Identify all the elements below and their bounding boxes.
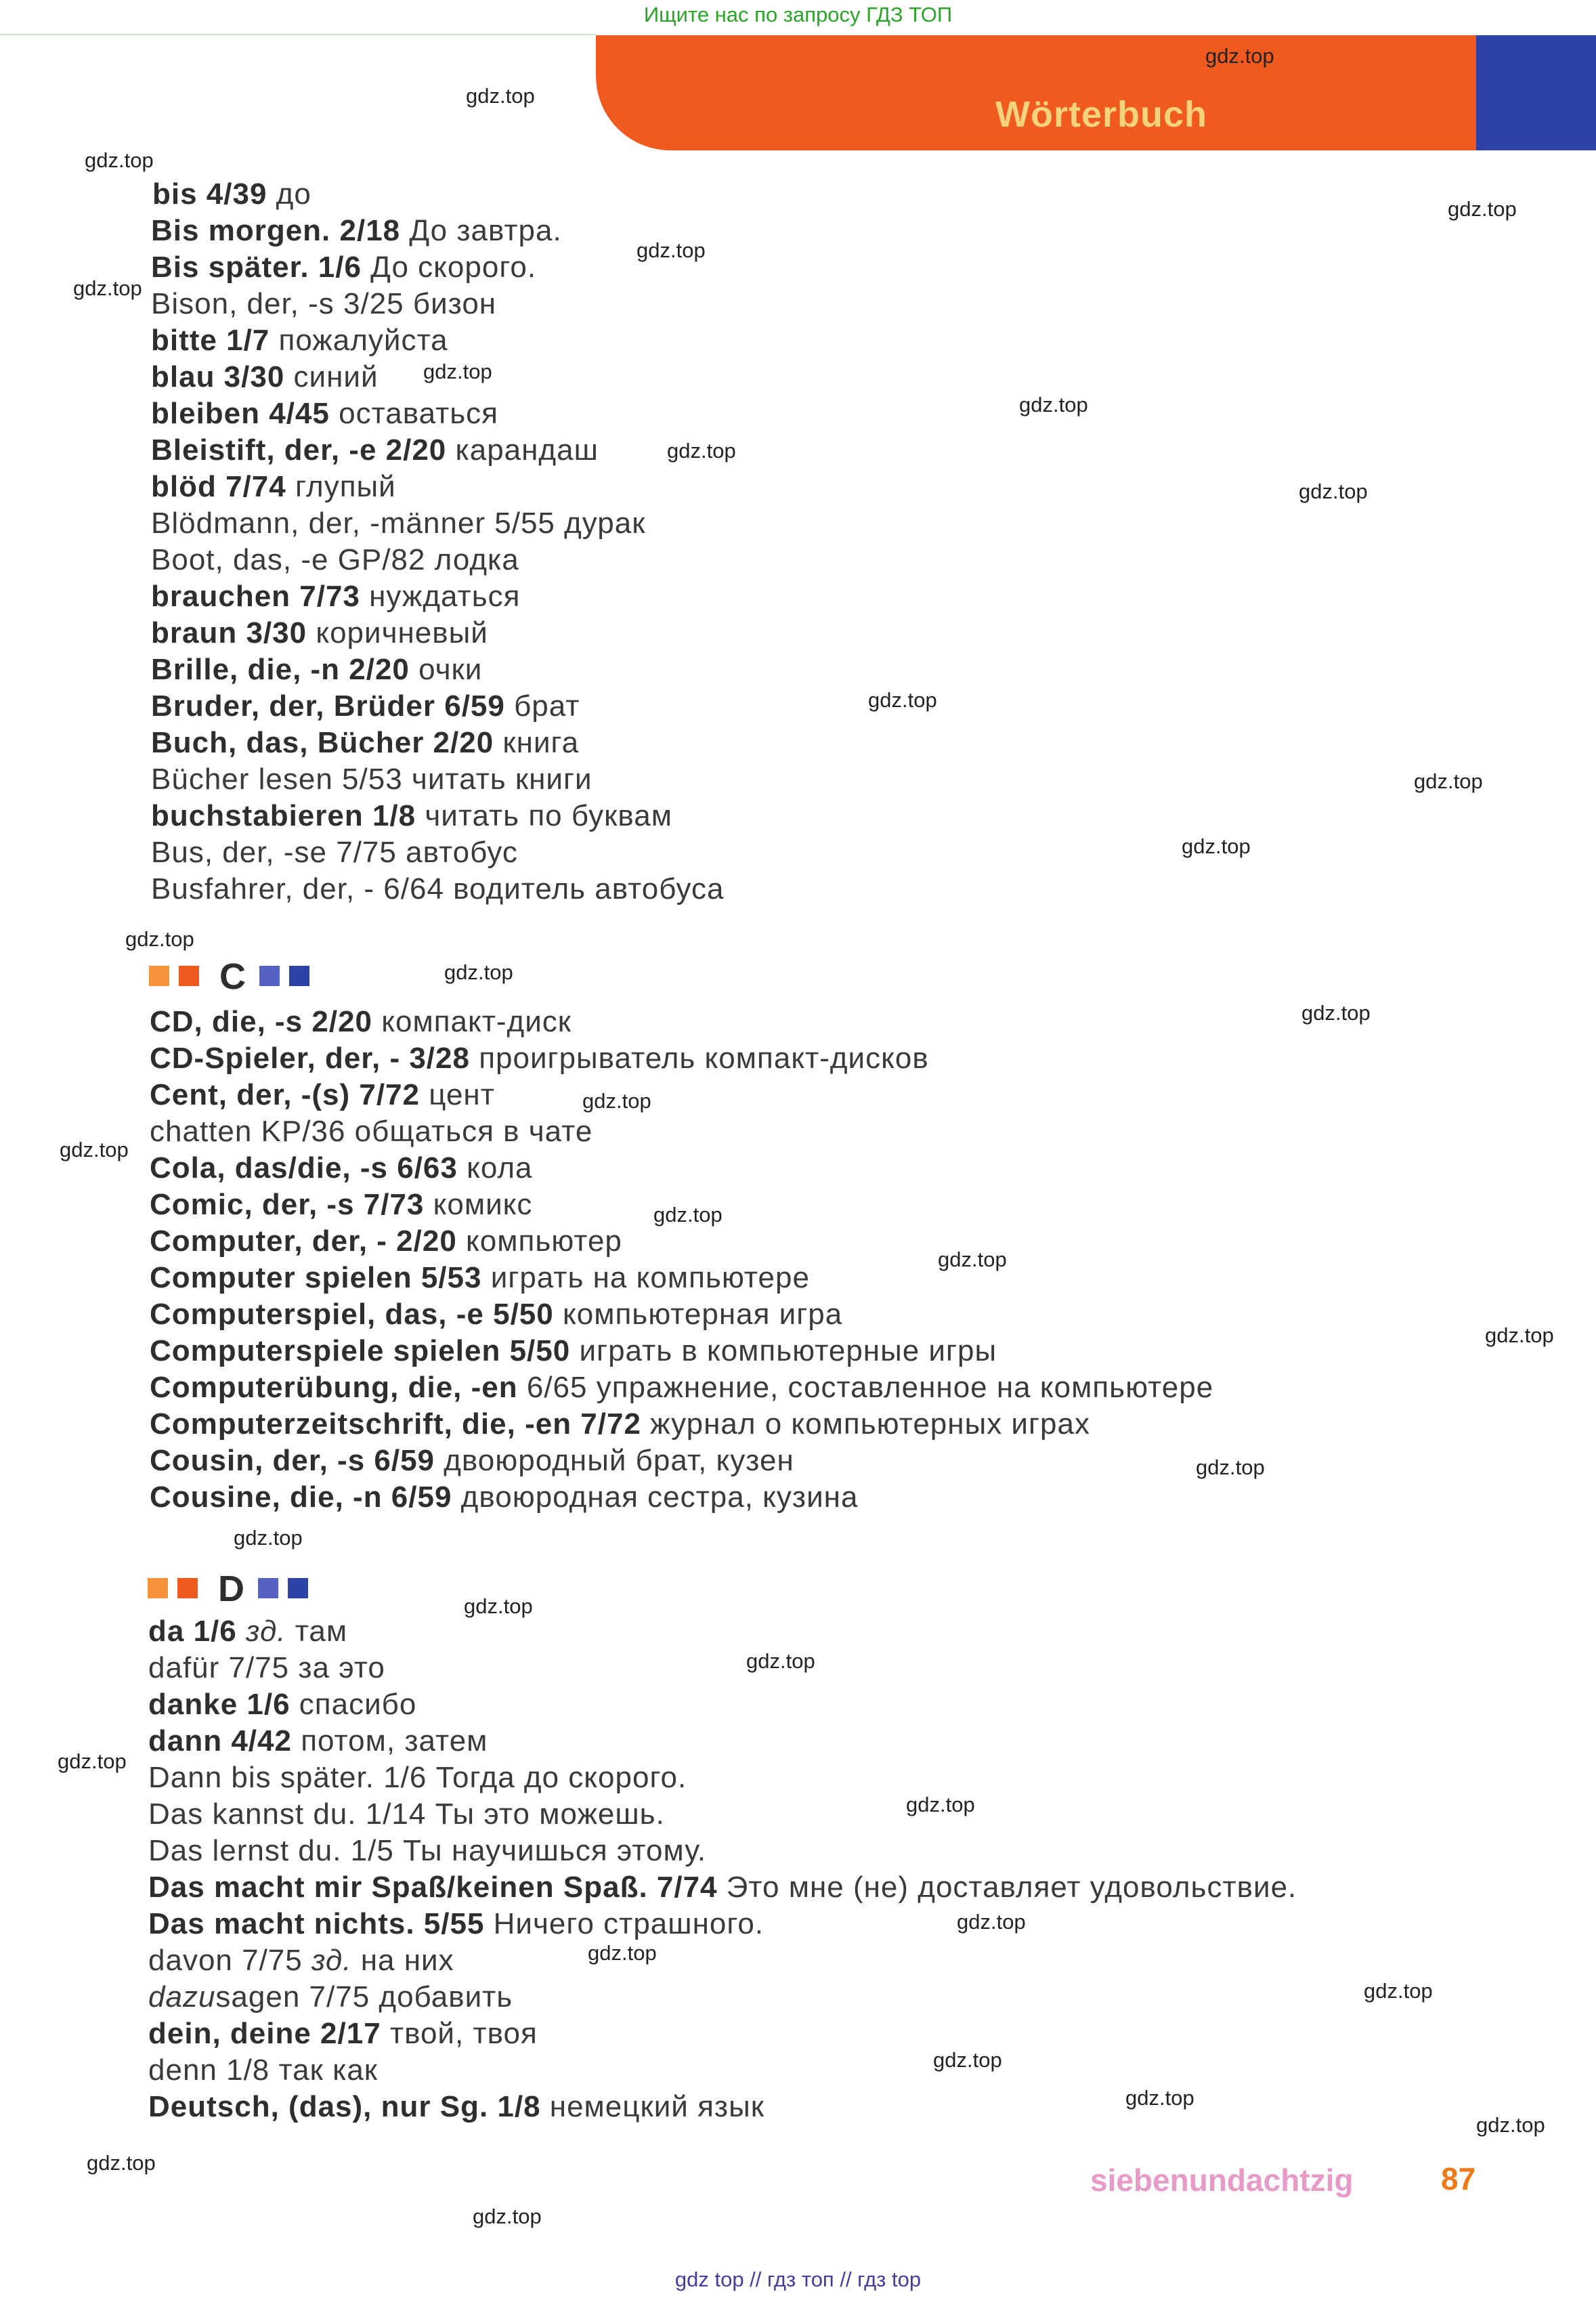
translation: цент [420, 1078, 495, 1111]
translation: книга [494, 726, 580, 759]
dictionary-entry [151, 469, 396, 505]
translation: брат [504, 689, 580, 723]
watermark: gdz.top [1448, 197, 1517, 221]
blue-square-icon [259, 966, 280, 986]
watermark: gdz.top [234, 1526, 303, 1550]
headword: Cousin, der, -s 6/59 [150, 1444, 435, 1477]
translation: sagen 7/75 добавить [215, 1980, 513, 2014]
blue-square-icon [288, 1578, 308, 1598]
translation: Dann bis später. 1/6 Тогда до скорого. [148, 1761, 687, 1794]
dictionary-entry [150, 1296, 842, 1333]
dictionary-entry [151, 652, 482, 688]
watermark: gdz.top [938, 1248, 1007, 1271]
translation: Boot, das, -e GP/82 лодка [151, 543, 519, 576]
translation: комикс [424, 1188, 533, 1221]
watermark: gdz.top [1205, 44, 1274, 68]
translation: dafür 7/75 за это [148, 1651, 385, 1684]
translation: кола [457, 1151, 533, 1185]
page-number-word: siebenundachtzig [1090, 2163, 1354, 2198]
headword: blau 3/30 [151, 360, 285, 393]
dictionary-entry [150, 1077, 495, 1113]
dictionary-entry [148, 1979, 513, 2016]
translation: davon 7/75 [148, 1944, 311, 1977]
headword: Das macht mir Spaß/keinen Spaß. 7/74 [148, 1871, 718, 1904]
translation: Bison, der, -s 3/25 бизон [151, 287, 497, 320]
dictionary-entry [152, 176, 311, 213]
headword: Computerzeitschrift, die, -en 7/72 [150, 1407, 641, 1441]
headword: buchstabieren 1/8 [151, 799, 416, 832]
watermark: gdz.top [423, 360, 492, 383]
dictionary-entry [148, 1906, 764, 1942]
section-letter: D [218, 1569, 244, 1609]
headword: Computerübung, die, -en [150, 1371, 518, 1404]
dictionary-entry [150, 1113, 592, 1150]
dictionary-entry [150, 1004, 571, 1040]
translation: твой, твоя [381, 2017, 538, 2050]
dictionary-entry [150, 1333, 997, 1369]
watermark: gdz.top [58, 1749, 127, 1773]
dictionary-entry [148, 1613, 347, 1650]
translation: проигрыватель компакт-дисков [469, 1042, 929, 1075]
translation: Blödmann, der, -männer 5/55 дурак [151, 507, 646, 540]
translation: Это мне (не) доставляет удовольствие. [717, 1871, 1297, 1904]
dictionary-entry [150, 1369, 1213, 1406]
translation: карандаш [446, 433, 599, 467]
blue-square-icon [258, 1578, 278, 1598]
watermark: gdz.top [868, 688, 937, 712]
watermark: gdz.top [1299, 480, 1368, 503]
watermark: gdz.top [444, 960, 513, 984]
dictionary-entry [148, 1723, 488, 1760]
translation: двоюродный брат, кузен [435, 1444, 794, 1477]
translation: До скорого. [361, 251, 537, 284]
headword: bleiben 4/45 [151, 397, 330, 430]
dictionary-entry [151, 505, 646, 542]
bottom-links[interactable]: gdz top // гдз топ // гдз top [674, 2267, 922, 2291]
watermark: gdz.top [667, 439, 736, 463]
dictionary-entry [150, 1260, 810, 1296]
italic-note: зд. [245, 1615, 286, 1648]
translation: компакт-диск [372, 1005, 572, 1038]
italic-note: dazu [148, 1980, 216, 2014]
translation: спасибо [290, 1688, 417, 1721]
headword: Computerspiel, das, -e 5/50 [150, 1298, 554, 1331]
dictionary-entry [150, 1040, 929, 1077]
dictionary-entry [148, 1686, 416, 1723]
translation: Bus, der, -se 7/75 автобус [151, 836, 518, 869]
dictionary-entry [151, 761, 592, 798]
dictionary-entry [151, 359, 379, 396]
headword: Cola, das/die, -s 6/63 [150, 1151, 458, 1185]
section-letter: C [219, 956, 246, 997]
dictionary-entry [148, 1760, 687, 1796]
translation: там [286, 1615, 348, 1648]
watermark: gdz.top [1196, 1455, 1265, 1479]
dictionary-entry [148, 2016, 538, 2052]
watermark: gdz.top [73, 276, 142, 300]
translation: немецкий язык [540, 2090, 764, 2123]
headword: Deutsch, (das), nur Sg. 1/8 [148, 2090, 541, 2123]
watermark: gdz.top [466, 84, 535, 108]
watermark: gdz.top [85, 148, 154, 172]
dictionary-entry [151, 249, 536, 286]
orange-square-icon [148, 1578, 168, 1598]
headword: bitte 1/7 [151, 324, 270, 357]
watermark: gdz.top [637, 238, 706, 262]
watermark: gdz.top [588, 1941, 657, 1965]
headword: danke 1/6 [148, 1688, 290, 1721]
dictionary-entry [151, 834, 518, 871]
watermark: gdz.top [1125, 2086, 1194, 2110]
headword: Comic, der, -s 7/73 [150, 1188, 425, 1221]
orange-square-icon [179, 966, 199, 986]
translation: До завтра. [400, 214, 562, 247]
divider [0, 34, 596, 35]
dictionary-entry [151, 396, 498, 432]
translation: chatten KP/36 общаться в чате [150, 1115, 593, 1148]
dictionary-entry [151, 798, 672, 834]
watermark: gdz.top [1485, 1323, 1554, 1347]
headword: Computer spielen 5/53 [150, 1261, 482, 1294]
dictionary-entry [151, 322, 448, 359]
watermark: gdz.top [933, 2048, 1002, 2072]
dictionary-entry [151, 542, 519, 578]
headword: CD-Spieler, der, - 3/28 [150, 1042, 470, 1075]
headword: Cent, der, -(s) 7/72 [150, 1078, 420, 1111]
header-blue-block [1476, 35, 1596, 150]
headword: dein, deine 2/17 [148, 2017, 381, 2050]
dictionary-entry [150, 1479, 858, 1516]
headword: dann 4/42 [148, 1724, 292, 1758]
translation: Das kannst du. 1/14 Ты это можешь. [148, 1797, 665, 1831]
translation: нуждаться [360, 580, 521, 613]
dictionary-entry [151, 432, 599, 469]
translation: потом, затем [291, 1724, 488, 1758]
dictionary-entry [151, 725, 579, 761]
headword: Cousine, die, -n 6/59 [150, 1481, 452, 1514]
translation: очки [409, 653, 483, 686]
watermark: gdz.top [1301, 1001, 1371, 1025]
translation: глупый [286, 470, 396, 503]
translation: синий [284, 360, 379, 393]
headword: Brille, die, -n 2/20 [151, 653, 410, 686]
watermark: gdz.top [957, 1910, 1026, 1934]
dictionary-entry [151, 578, 520, 615]
italic-note: зд. [311, 1944, 352, 1977]
translation: пожалуйста [269, 324, 448, 357]
translation: компьютерная игра [553, 1298, 843, 1331]
watermark: gdz.top [87, 2151, 156, 2175]
translation: на них [351, 1944, 454, 1977]
watermark: gdz.top [1414, 769, 1483, 793]
headword: Das macht nichts. 5/55 [148, 1907, 485, 1940]
translation: Busfahrer, der, - 6/64 водитель автобуса [151, 872, 725, 906]
dictionary-entry [151, 213, 562, 249]
watermark: gdz.top [906, 1793, 975, 1816]
page-title: Wörterbuch [995, 94, 1207, 135]
dictionary-entry [148, 1833, 706, 1869]
watermark: gdz.top [60, 1138, 129, 1162]
headword: da 1/6 [148, 1615, 237, 1648]
blue-square-icon [289, 966, 309, 986]
dictionary-entry [148, 1650, 385, 1686]
page-number: 87 [1441, 2161, 1476, 2196]
translation: Ничего страшного. [484, 1907, 764, 1940]
headword: brauchen 7/73 [151, 580, 360, 613]
watermark: gdz.top [653, 1203, 722, 1227]
dictionary-entry [151, 286, 496, 322]
translation: двоюродная сестра, кузина [452, 1481, 859, 1514]
headword: CD, die, -s 2/20 [150, 1005, 373, 1038]
watermark: gdz.top [1182, 834, 1251, 858]
headword: Buch, das, Bücher 2/20 [151, 726, 494, 759]
dictionary-entry [151, 871, 724, 908]
translation: играть в компьютерные игры [570, 1334, 997, 1367]
translation: журнал о компьютерных играх [641, 1407, 1090, 1441]
dictionary-entry [148, 1796, 665, 1833]
headword: Bis morgen. 2/18 [151, 214, 401, 247]
translation: Bücher lesen 5/53 читать книги [151, 763, 592, 796]
translation: 6/65 упражнение, составленное на компьютере [517, 1371, 1214, 1404]
watermark: gdz.top [746, 1649, 815, 1673]
headword: blöd 7/74 [151, 470, 286, 503]
watermark: gdz.top [1019, 393, 1088, 417]
watermark: gdz.top [464, 1594, 533, 1618]
dictionary-entry [148, 1869, 1297, 1906]
dictionary-entry [150, 1443, 794, 1479]
dictionary-entry [150, 1223, 622, 1260]
headword: Bis später. 1/6 [151, 251, 362, 284]
dictionary-entry [148, 2052, 378, 2089]
headword: Bruder, der, Brüder 6/59 [151, 689, 505, 723]
translation: читать по буквам [416, 799, 672, 832]
translation: играть на компьютере [481, 1261, 810, 1294]
watermark: gdz.top [1364, 1979, 1433, 2003]
dictionary-entry [150, 1150, 532, 1187]
headword: braun 3/30 [151, 616, 307, 649]
translation: denn 1/8 так как [148, 2053, 379, 2087]
dictionary-entry [148, 1942, 454, 1979]
translation: оставаться [329, 397, 499, 430]
dictionary-entry [150, 1406, 1090, 1443]
top-banner[interactable]: Ищите нас по запросу ГДЗ ТОП [643, 3, 953, 26]
dictionary-entry [150, 1187, 532, 1223]
dictionary-entry [151, 615, 488, 652]
headword: Bleistift, der, -e 2/20 [151, 433, 447, 467]
translation: коричневый [307, 616, 488, 649]
dictionary-entry [151, 688, 580, 725]
translation: компьютер [456, 1224, 622, 1258]
orange-square-icon [149, 966, 169, 986]
watermark: gdz.top [582, 1089, 651, 1113]
headword: Computerspiele spielen 5/50 [150, 1334, 571, 1367]
orange-square-icon [177, 1578, 198, 1598]
translation: до [267, 177, 311, 211]
translation: Das lernst du. 1/5 Ты научишься этому. [148, 1834, 707, 1867]
translation [237, 1615, 246, 1648]
watermark: gdz.top [473, 2205, 542, 2228]
headword: bis 4/39 [152, 177, 267, 211]
dictionary-entry [148, 2089, 764, 2125]
watermark: gdz.top [125, 927, 194, 951]
watermark: gdz.top [1476, 2113, 1545, 2137]
headword: Computer, der, - 2/20 [150, 1224, 457, 1258]
